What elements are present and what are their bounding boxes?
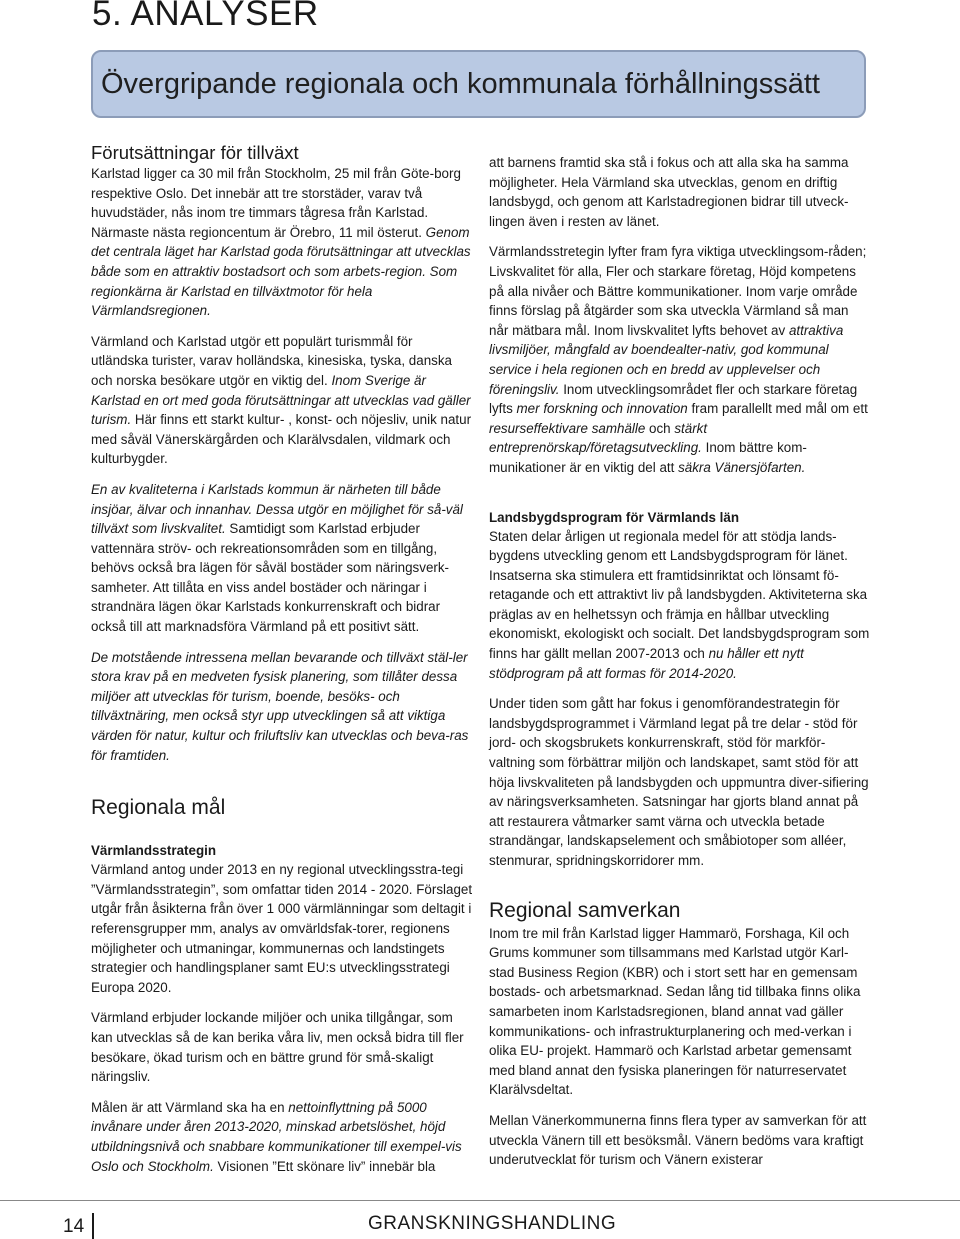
heading-regionala-mal: Regionala mål: [91, 796, 226, 820]
heading-regional-samverkan: Regional samverkan: [489, 898, 681, 922]
paragraph: Staten delar årligen ut regionala medel för att stödja lands-bygdens utveckling genom ett Landsbygdsprogram för länet. Insatserna ska stimulera ett framtidsinriktat och lönsamt fö-retagande och ett attraktivt liv på landsbygden. Aktiviteterna ska präglas av en helhetssyn och främja en hållbar utveckling ekonomiskt, ekologiskt och socialt. Det landsbygdsprogram som finns har gällt mellan 2007-2013 och nu håller ett nytt stödprogram på att formas för 2014-2020.: [489, 528, 870, 681]
chapter-title: 5. ANALYSER: [92, 0, 319, 33]
paragraph: En av kvaliteterna i Karlstads kommun är närheten till både insjöar, älvar och innanhav. Dessa utgör en möjlighet för så-väl tillväxt som livskvalitet. Samtidigt som Karlstad erbjuder vattennära ströv- och rekreationsområden som en tillgång, behövs också bra lägen för såväl bostäder som näringsverk-samheter. Att tillåta en viss andel bostäder och näringar i strandnära lägen ökar Karlstads konkurrenskraft och bidrar också till att marknadsföra Värmland på ett positivt sätt.: [91, 481, 463, 635]
right-column: [489, 153, 871, 1170]
paragraph: Inom tre mil från Karlstad ligger Hammarö, Forshaga, Kil och Grums kommuner som tillsammans med Karlstad utgör Karl-stad Business Region (KBR) och i stort sett har en gemensam bostads- och arbetsmarknad. Sedan lång tid tillbaka finns olika samarbeten inom Karlstadsregionen, bland annat vad gäller kommunikations- och infrastrukturplanering och med-verkan i olika EU- projekt. Hammarö och Karlstad arbetar gemensamt med bland annat den fysiska planeringen för naturreservatet Klarälvsdeltat.: [489, 925, 861, 1098]
paragraph: Värmland och Karlstad utgör ett populärt turismmål för utländska turister, varav holländska, kinesiska, tyska, danska och norska besökare utgör en viktig del. Inom Sverige är Karlstad en ort med goda förutsättningar att utvecklas vad gäller turism. Här finns ett starkt kultur- , konst- och nöjesliv, unik natur med såväl Vänerskärgården och Klarälvsdalen, vildmark och kulturbygder.: [91, 333, 472, 467]
heading-forutsattningar: Förutsättningar för tillväxt: [91, 142, 299, 163]
heading-varmlandsstrategin: Värmlandsstrategin: [91, 843, 217, 859]
section-banner-title: Övergripande regionala och kommunala förhållningssätt: [101, 67, 820, 100]
heading-landsbygdsprogram: Landsbygdsprogram för Värmlands län: [489, 509, 740, 525]
page-number: 14: [63, 1216, 85, 1237]
paragraph: att barnens framtid ska stå i fokus och att alla ska ha samma möjligheter. Hela Värmland ska utvecklas, genom en driftig landsbygd, och genom att Karlstadregionen bidrar till utveck-lingen även i resten av länet.: [489, 155, 849, 229]
paragraph: Målen är att Värmland ska ha en nettoinflyttning på 5000 invånare under åren 2013-2020, minskad arbetslöshet, höjd utbildningsnivå och snabbare kommunikationer till exempel-vis Oslo och Stockholm. Visionen ”Ett skönare liv” innebär bla: [91, 1099, 462, 1174]
paragraph: Karlstad ligger ca 30 mil från Stockholm, 25 mil från Göte-borg respektive Oslo. Det innebär att tre storstäder, varav två huvudstäder, nås inom tre timmars tågresa från Karlstad. Närmaste nästa regioncentum är Örebro, 11 mil österut. Genom det centrala läget har Karlstad goda förutsättningar att utvecklas både som en attraktiv bostadsort och som arbets-region. Som regionkärna är Karlstad en tillväxtmotor för hela Värmlandsregionen.: [91, 166, 471, 319]
footer-divider: [0, 1200, 960, 1201]
paragraph: Värmland erbjuder lockande miljöer och unika tillgångar, som kan utvecklas så de kan berika våra liv, men också bidra till fler besökare, ökad turism och en bättre grund för små-skaligt näringsliv.: [91, 1010, 464, 1085]
paragraph: Under tiden som gått har fokus i genomförandestrategin för landsbygdsprogrammet i Värmland legat på tre delar - stöd för jord- och skogsbrukets konkurrenskraft, stöd för markför-valtning som förbättrar miljön och landskapet, samt stöd för att höja livskvaliteten på landsbygden och uppmuntra diver-sifiering av näringsverksamheten. Satsningar har gjorts bland annat på att restaurera våtmarker samt värna och utveckla betade strandängar, landskapselement och småbiotoper som alléer, stenmurar, spridningskorridorer mm.: [489, 696, 869, 868]
section-banner: [91, 50, 866, 118]
footer-title: GRANSKNINGSHANDLING: [368, 1213, 617, 1234]
paragraph: De motstående intressena mellan bevarande och tillväxt stäl-ler stora krav på en medveten fysisk planering, som tillåter dessa miljöer att utvecklas för turism, boende, besöks- och tillväxtnäring, men också styr upp utvecklingen så att viktiga värden för natur, kultur och friluftsliv kan utvecklas och beva-ras för framtiden.: [91, 649, 469, 763]
left-column: [91, 142, 473, 1176]
paragraph: Värmlandsstretegin lyfter fram fyra viktiga utvecklingsom-råden; Livskvalitet för alla, Fler och starkare företag, Höjd kompetens på alla nivåer och Bättre kommunikationer. Inom varje område finns förslag på åtgärder som ska utveckla Värmland så man når mätbara mål. Inom livskvalitet lyfts behovet av attraktiva livsmiljöer, mångfald av boendealter-nativ, god kommunal service i hela regionen och en bredd av upplevelser och föreningsliv. Inom utvecklingsområdet fler och starkare företag lyfts mer forskning och innovation fram parallellt med mål om ett resurseffektivare samhälle och stärkt entreprenörskap/företagsutveckling. Inom bättre kom-munikationer är en viktig del att säkra Vänersjöfarten.: [489, 244, 868, 475]
paragraph: Värmland antog under 2013 en ny regional utvecklingsstra-tegi ”Värmlandsstrategin”, som omfattar tiden 2014 - 2020. Förslaget utgår från åsikterna från över 1 000 värmlänningar som deltagit i referensgrupper mm, analys av omvärldsfak-torer, regionens möjligheter och utmaningar, kommunernas och landstingets strategier och handlingsplaner samt EU:s utvecklingsstrategi Europa 2020.: [91, 862, 473, 995]
paragraph: Mellan Vänerkommunerna finns flera typer av samverkan för att utveckla Vänern till ett besöksmål. Vänern bedöms vara kraftigt underutvecklat för turism och Vänern existerar: [489, 1112, 867, 1168]
page-number-bar: [92, 1213, 94, 1239]
